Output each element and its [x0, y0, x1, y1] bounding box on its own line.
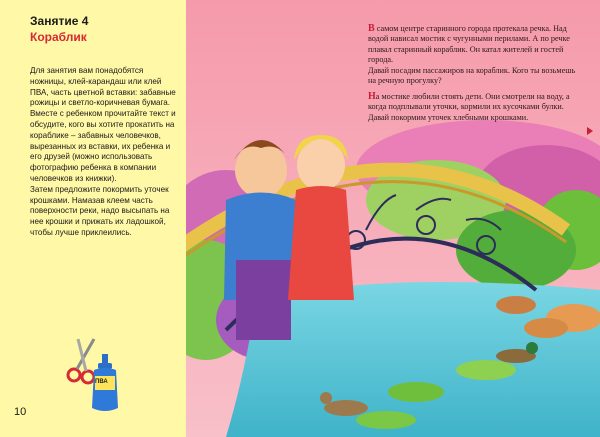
instruction-paragraph: Для занятия вам понадобятся ножницы, клей-карандаш или клей ПВА, часть цветной вставки: забавные рожицы и светло-коричневая бумага.	[30, 66, 176, 108]
story-question: Давай покормим уточек хлебными крошками.	[368, 113, 529, 123]
story-paragraph: В самом центре старинного города протекала речка. Над водой нависал мостик с чугунными перилами. А по речке плавал старинный кораблик. Он катал жителей и гостей города.	[368, 23, 570, 64]
glue-label: ПВА	[95, 379, 108, 385]
story-paragraph: На мостике любили стоять дети. Они смотрели на воду, а когда подплывали уточки, кормили их кусочками булки.	[368, 90, 570, 112]
arrow-right-icon	[587, 127, 593, 135]
girl-figure	[288, 135, 354, 300]
lesson-number: Занятие 4	[30, 14, 89, 28]
drop-cap: Н	[368, 90, 376, 102]
page-number: 10	[14, 406, 27, 418]
story-question: Давай посадим пассажиров на кораблик. Кого ты возьмешь на речную прогулку?	[368, 66, 576, 86]
instructions-text	[30, 66, 180, 239]
glue-bottle-icon	[88, 354, 128, 414]
drop-cap: В	[368, 23, 375, 34]
sidebar-panel	[0, 0, 186, 437]
instruction-paragraph: Вместе с ребенком прочитайте текст и обсудите, кого вы хотите прокатить на кораблике – забавных человечков, вырезанных из вставки, их ребенка и его друзей (можно использовать фотографию ребенка в компании человечков из книжки).	[30, 109, 176, 183]
story-text	[368, 24, 580, 129]
lesson-title: Кораблик	[30, 30, 87, 44]
instruction-paragraph: Затем предложите покормить уточек крошками. Намазав клеем часть поверхности реки, надо высыпать на нее крошки и прижать их ладошкой, чтобы лучше приклеились.	[30, 184, 170, 237]
